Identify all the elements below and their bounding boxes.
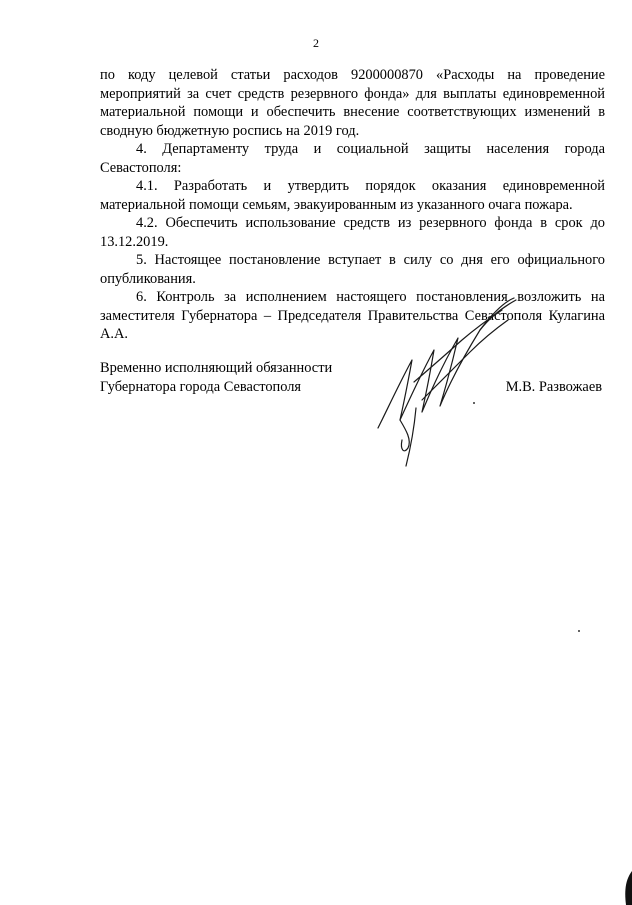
paragraph-item-4-1: 4.1. Разработать и утвердить порядок оказания единовременной материальной помощи семьям, эвакуированным из указанного очага пожара. [100,178,605,213]
page-number: 2 [313,36,319,50]
ink-dot [578,630,580,632]
handwritten-signature [370,290,520,470]
signatory-name: М.В. Развожаев [505,378,602,395]
signatory-position-line1: Временно исполняющий обязанности [100,360,333,376]
paragraph-item-6: 6. Контроль за исполнением настоящего постановления возложить на заместителя Губернатора – Председателя Правительства Севастополя Кулагина А.А. [100,289,605,342]
document-body [100,66,605,344]
paragraph-item-4: 4. Департаменту труда и социальной защиты населения города Севастополя: [100,141,605,176]
signature-block [100,359,605,396]
signatory-position-line2: Губернатора города Севастополя [100,378,302,395]
paragraph-item-4-2: 4.2. Обеспечить использование средств из резервного фонда в срок до 13.12.2019. [100,215,605,250]
paragraph-budget-code: по коду целевой статьи расходов 9200000870 «Расходы на проведение мероприятий за счет средств резервного фонда» для выплаты единовременной материальной помощи и обеспечить внесение соответствующих изменений в сводную бюджетную роспись на 2019 год. [100,67,605,139]
scan-edge-mark [610,865,632,905]
ink-dot [473,402,475,404]
paragraph-item-5: 5. Настоящее постановление вступает в силу со дня его официального опубликования. [100,252,605,287]
